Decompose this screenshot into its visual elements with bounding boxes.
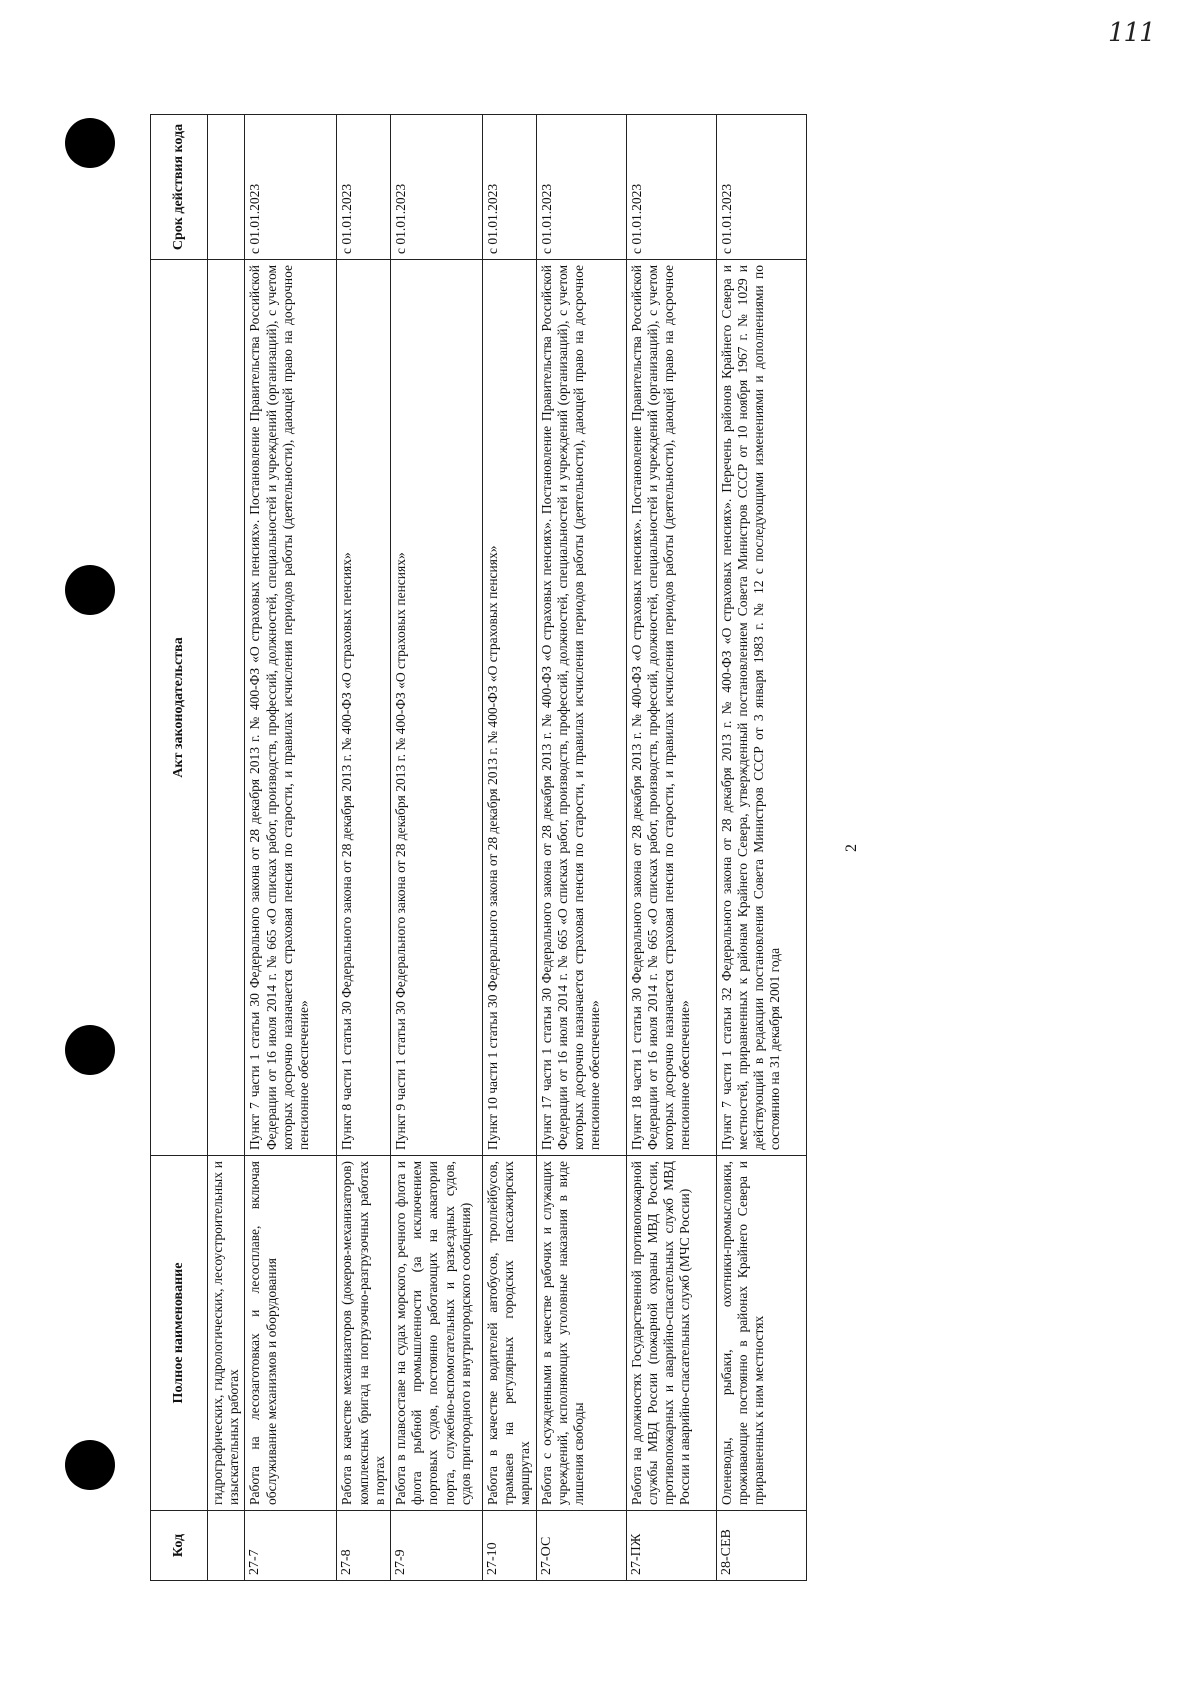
cell-name: Работа на лесозаготовках и лесосплаве, включая обслуживание механизмов и оборудования — [245, 1156, 337, 1511]
table-row — [626, 115, 716, 1581]
header-term: Срок действия кода — [151, 115, 208, 260]
cell-term — [208, 115, 245, 260]
table-row — [482, 115, 536, 1581]
cell-name: Работа в качестве механизаторов (докеров-механизаторов) комплексных бригад на погрузочно-разгрузочных работах в портах — [337, 1156, 391, 1511]
handwritten-page-number: 111 — [1108, 18, 1155, 48]
cell-act: Пункт 9 части 1 статьи 30 Федерального закона от 28 декабря 2013 г. № 400-ФЗ «О страховых пенсиях» — [390, 260, 482, 1156]
page-number: 2 — [843, 844, 860, 852]
table-row — [716, 115, 806, 1581]
cell-act: Пункт 8 части 1 статьи 30 Федерального закона от 28 декабря 2013 г. № 400-ФЗ «О страховых пенсиях» — [337, 260, 391, 1156]
cell-name: Работа на должностях Государственной противопожарной службы МВД России (пожарной охраны МВД России, противопожарных и аварийно-спасательных служб МВД России и аварийно-спасательных служб (МЧС России) — [626, 1156, 716, 1511]
table-header-row — [151, 115, 208, 1581]
cell-code: 27-7 — [245, 1511, 337, 1581]
cell-name: Работа с осужденными в качестве рабочих и служащих учреждений, исполняющих уголовные наказания в виде лишения свободы — [536, 1156, 626, 1511]
cell-code: 27-9 — [390, 1511, 482, 1581]
table-row — [245, 115, 337, 1581]
cell-name: Оленеводы, рыбаки, охотники-промысловики, проживающие постоянно в районах Крайнего Севера и приравненных к ним местностях — [716, 1156, 806, 1511]
cell-act: Пункт 10 части 1 статьи 30 Федерального закона от 28 декабря 2013 г. № 400-ФЗ «О страховых пенсиях» — [482, 260, 536, 1156]
cell-term: с 01.01.2023 — [716, 115, 806, 260]
header-code: Код — [151, 1511, 208, 1581]
table-row — [208, 115, 245, 1581]
table-row — [337, 115, 391, 1581]
cell-term: с 01.01.2023 — [482, 115, 536, 260]
legislation-codes-table — [150, 114, 807, 1581]
cell-act: Пункт 7 части 1 статьи 30 Федерального закона от 28 декабря 2013 г. № 400-ФЗ «О страховых пенсиях». Постановление Правительства Российской Федерации от 16 июля 2014 г. № 665 «О списках работ, производств, профессий, должностей, специальностей и учреждений (организаций), с учетом которых досрочно назначается страховая пенсия по старости, и правилах исчисления периодов работы (деятельности), дающей право на досрочное пенсионное обеспечение» — [245, 260, 337, 1156]
cell-name: гидрографических, гидрологических, лесоустроительных и изыскательных работах — [208, 1156, 245, 1511]
cell-term: с 01.01.2023 — [626, 115, 716, 260]
punch-hole — [65, 1440, 115, 1490]
cell-term: с 01.01.2023 — [390, 115, 482, 260]
cell-act: Пункт 17 части 1 статьи 30 Федерального закона от 28 декабря 2013 г. № 400-ФЗ «О страховых пенсиях». Постановление Правительства Российской Федерации от 16 июля 2014 г. № 665 «О списках работ, производств, профессий, должностей, специальностей и учреждений (организаций), с учетом которых досрочно назначается страховая пенсия по старости, и правилах исчисления периодов работы (деятельности), дающей право на досрочное пенсионное обеспечение» — [536, 260, 626, 1156]
punch-hole — [65, 118, 115, 168]
cell-code: 28-СЕВ — [716, 1511, 806, 1581]
cell-term: с 01.01.2023 — [245, 115, 337, 260]
table-row — [536, 115, 626, 1581]
cell-term: с 01.01.2023 — [337, 115, 391, 260]
header-act: Акт законодательства — [151, 260, 208, 1156]
cell-code: 27-8 — [337, 1511, 391, 1581]
cell-act: Пункт 18 части 1 статьи 30 Федерального закона от 28 декабря 2013 г. № 400-ФЗ «О страховых пенсиях». Постановление Правительства Российской Федерации от 16 июля 2014 г. № 665 «О списках работ, производств, профессий, должностей, специальностей и учреждений (организаций), с учетом которых досрочно назначается страховая пенсия по старости, и правилах исчисления периодов работы (деятельности), дающей право на досрочное пенсионное обеспечение» — [626, 260, 716, 1156]
table-row — [390, 115, 482, 1581]
cell-term: с 01.01.2023 — [536, 115, 626, 260]
cell-name: Работа в качестве водителей автобусов, троллейбусов, трамваев на регулярных городских пассажирских маршрутах — [482, 1156, 536, 1511]
cell-name: Работа в плавсоставе на судах морского, речного флота и флота рыбной промышленности (за исключением портовых судов, постоянно работающих на акватории порта, служебно-вспомогательных и разъездных судов, судов пригородного и внутригородского сообщения) — [390, 1156, 482, 1511]
header-name: Полное наименование — [151, 1156, 208, 1511]
cell-act: Пункт 7 части 1 статьи 32 Федерального закона от 28 декабря 2013 г. № 400-ФЗ «О страховых пенсиях». Перечень районов Крайнего Севера и местностей, приравненных к районам Крайнего Севера, утвержденный постановлением Совета Министров СССР от 10 ноября 1967 г. № 1029 и действующий в редакции постановления Совета Министров СССР от 3 января 1983 г. № 12 с последующими изменениями и дополнениями по состоянию на 31 декабря 2001 года — [716, 260, 806, 1156]
punch-hole — [65, 565, 115, 615]
cell-act — [208, 260, 245, 1156]
punch-hole — [65, 1025, 115, 1075]
cell-code: 27-ПЖ — [626, 1511, 716, 1581]
cell-code: 27-10 — [482, 1511, 536, 1581]
rotated-document — [150, 115, 1170, 1581]
cell-code — [208, 1511, 245, 1581]
cell-code: 27-ОС — [536, 1511, 626, 1581]
